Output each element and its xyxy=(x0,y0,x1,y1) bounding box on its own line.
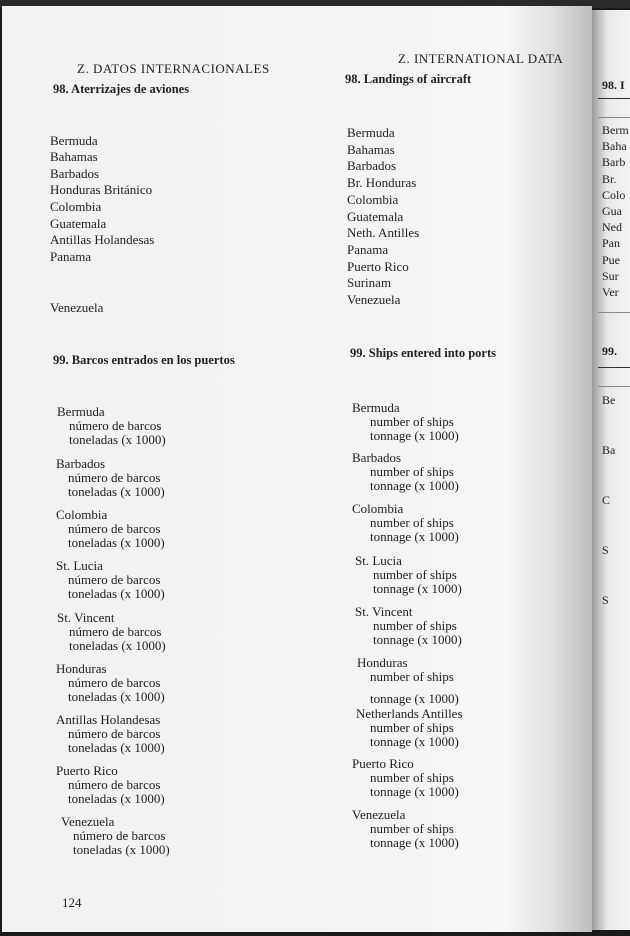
right-table98-title: 98. Landings of aircraft xyxy=(345,72,472,86)
next-page-row: Sur xyxy=(602,268,619,283)
next-page-row: Barb xyxy=(602,155,626,170)
ships-label: número de barcos xyxy=(68,470,161,485)
divider xyxy=(598,386,630,387)
next-page-row: S xyxy=(602,543,609,557)
port-name: Venezuela xyxy=(352,807,406,822)
table-row-label: Puerto Rico xyxy=(347,258,409,274)
port-name: Antillas Holandesas xyxy=(56,712,161,727)
divider xyxy=(598,367,630,368)
ships-label: number of ships xyxy=(370,464,454,479)
port-name: Bermuda xyxy=(57,404,105,419)
next-page-row: Pue xyxy=(602,252,620,267)
port-name: Puerto Rico xyxy=(56,763,118,778)
table-row-label: Venezuela xyxy=(347,292,401,307)
page-number: 124 xyxy=(62,895,82,910)
table-row-label: Neth. Antilles xyxy=(347,225,420,241)
table-row-label: Colombia xyxy=(50,199,102,214)
port-name: Colombia xyxy=(352,501,404,516)
next-page-row: Ned xyxy=(602,220,622,235)
divider xyxy=(598,98,630,99)
ships-label: number of ships xyxy=(370,669,454,684)
port-name: Netherlands Antilles xyxy=(356,706,463,721)
next-page-row: Berm xyxy=(602,123,629,137)
ships-label: número de barcos xyxy=(68,572,161,587)
ships-label: número de barcos xyxy=(68,675,161,690)
ships-label: number of ships xyxy=(370,770,454,785)
table-row-label: Honduras Británico xyxy=(50,182,153,197)
port-name: Barbados xyxy=(56,456,106,471)
table-row-label: Panama xyxy=(50,249,92,264)
port-name: St. Lucia xyxy=(56,558,103,573)
ships-label: number of ships xyxy=(373,567,457,582)
right-section-header: Z. INTERNATIONAL DATA xyxy=(398,51,564,66)
next-page-row: Colo xyxy=(602,187,626,202)
ships-label: número de barcos xyxy=(68,521,161,536)
ships-label: número de barcos xyxy=(69,418,162,433)
left-section-header: Z. DATOS INTERNACIONALES xyxy=(77,61,270,76)
tonnage-label: tonnage (x 1000) xyxy=(370,734,459,749)
next-page-row: Be xyxy=(602,393,616,407)
next-page-title-99: 99. xyxy=(602,344,617,358)
tonnage-label: tonnage (x 1000) xyxy=(370,835,459,850)
ships-label: número de barcos xyxy=(68,726,161,741)
port-name: Honduras xyxy=(56,661,107,676)
table-row-label: Barbados xyxy=(50,166,100,181)
tonnage-label: tonnage (x 1000) xyxy=(373,581,462,596)
table-row-label: Bermuda xyxy=(50,133,98,148)
port-name: St. Vincent xyxy=(355,604,413,619)
tonnage-label: tonnage (x 1000) xyxy=(370,478,459,493)
table-row-label: Bermuda xyxy=(347,125,395,140)
tonnage-label: toneladas (x 1000) xyxy=(69,432,166,447)
tonnage-label: tonnage (x 1000) xyxy=(370,691,459,706)
table-row-label: Panama xyxy=(347,241,389,257)
left-table99-title: 99. Barcos entrados en los puertos xyxy=(53,353,235,367)
tonnage-label: toneladas (x 1000) xyxy=(68,484,165,499)
port-name: Venezuela xyxy=(61,814,115,829)
next-page-row: S xyxy=(602,593,609,607)
tonnage-label: toneladas (x 1000) xyxy=(69,638,166,653)
left-table98-title: 98. Aterrizajes de aviones xyxy=(53,82,190,96)
table-row-label: Bahamas xyxy=(347,141,395,157)
tonnage-label: toneladas (x 1000) xyxy=(68,791,165,806)
tonnage-label: toneladas (x 1000) xyxy=(68,586,165,601)
tonnage-label: toneladas (x 1000) xyxy=(68,689,165,704)
next-page-row: Ba xyxy=(602,443,616,457)
table-row-label: Bahamas xyxy=(50,149,98,164)
ships-label: number of ships xyxy=(370,515,454,530)
port-name: St. Vincent xyxy=(57,610,115,625)
ships-label: número de barcos xyxy=(68,777,161,792)
next-page-row: Pan xyxy=(602,236,620,251)
ships-label: number of ships xyxy=(373,618,457,633)
tonnage-label: tonnage (x 1000) xyxy=(370,428,459,443)
port-name: Colombia xyxy=(56,507,108,522)
table-row-label: Br. Honduras xyxy=(347,175,417,191)
port-name: Puerto Rico xyxy=(352,756,414,771)
divider xyxy=(598,117,630,118)
next-page-title: 98. I xyxy=(602,78,625,92)
tonnage-label: tonnage (x 1000) xyxy=(370,529,459,544)
tonnage-label: tonnage (x 1000) xyxy=(370,784,459,799)
ships-label: número de barcos xyxy=(73,828,166,843)
tonnage-label: toneladas (x 1000) xyxy=(68,535,165,550)
next-page-row: Baha xyxy=(602,139,627,154)
tonnage-label: tonnage (x 1000) xyxy=(373,632,462,647)
port-name: Bermuda xyxy=(352,400,400,415)
next-page-row: C xyxy=(602,493,611,507)
tonnage-label: toneladas (x 1000) xyxy=(73,842,170,857)
next-page-row: Gua xyxy=(602,204,622,218)
port-name: St. Lucia xyxy=(355,553,402,568)
table-row-label: Guatemala xyxy=(347,208,404,224)
table-row-label: Venezuela xyxy=(50,300,104,315)
next-page-row: Br. xyxy=(602,171,617,186)
next-page-row: Ver xyxy=(602,285,619,299)
table-row-label: Antillas Holandesas xyxy=(50,232,155,247)
port-name: Barbados xyxy=(352,450,402,465)
table-row-label: Surinam xyxy=(347,275,392,291)
ships-label: number of ships xyxy=(370,821,454,836)
right-table99-title: 99. Ships entered into ports xyxy=(350,346,496,360)
tonnage-label: toneladas (x 1000) xyxy=(68,740,165,755)
table-row-label: Guatemala xyxy=(50,216,107,231)
ships-label: number of ships xyxy=(370,414,454,429)
table-row-label: Barbados xyxy=(347,158,397,174)
port-name: Honduras xyxy=(357,655,408,670)
ships-label: número de barcos xyxy=(69,624,162,639)
ships-label: number of ships xyxy=(370,720,454,735)
divider xyxy=(598,312,630,313)
table-row-label: Colombia xyxy=(347,191,399,207)
